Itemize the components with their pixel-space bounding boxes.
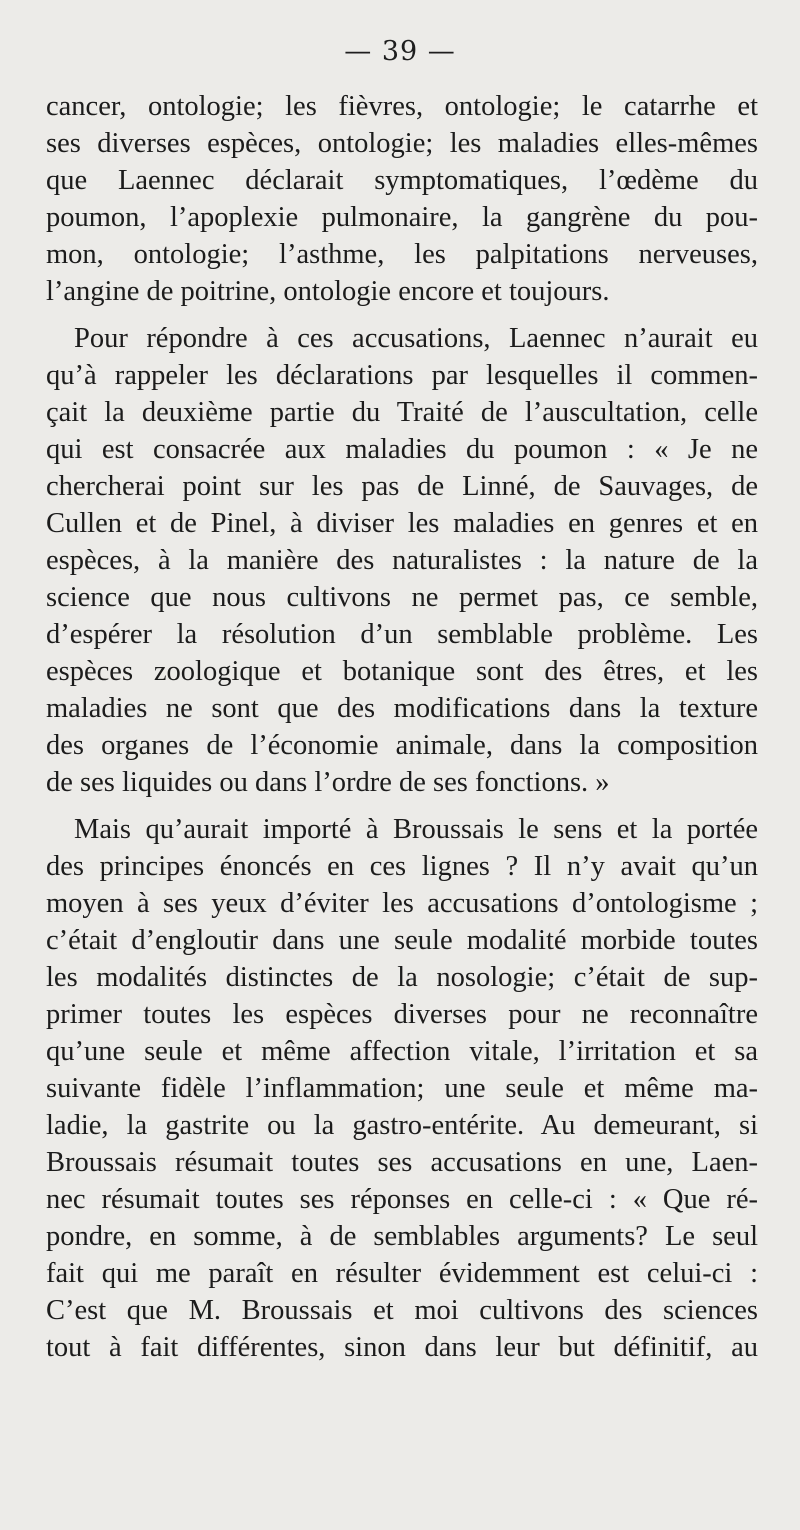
text-line: Mais qu’aurait importé à Broussais le sens et la portée	[74, 814, 758, 845]
text-line: chercherai point sur les pas de Linné, de Sauvages, de	[46, 471, 758, 502]
text-line: ladie, la gastrite ou la gastro-entérite. Au demeurant, si	[46, 1110, 758, 1141]
text-line: cancer, ontologie; les fièvres, ontologie; le catarrhe et	[46, 91, 758, 122]
text-line: c’était d’engloutir dans une seule modalité morbide toutes	[46, 925, 758, 956]
text-line: des organes de l’économie animale, dans la composition	[46, 730, 758, 761]
text-line: d’espérer la résolution d’un semblable problème. Les	[46, 619, 758, 650]
text-line: espèces zoologique et botanique sont des êtres, et les	[46, 656, 758, 687]
body-text	[46, 88, 758, 1366]
text-line: Pour répondre à ces accusations, Laennec n’aurait eu	[74, 323, 758, 354]
text-line: Cullen et de Pinel, à diviser les maladies en genres et en	[46, 508, 758, 539]
page-number: — 39 —	[344, 36, 456, 67]
text-line: mon, ontologie; l’asthme, les palpitations nerveuses,	[46, 239, 758, 270]
text-line: poumon, l’apoplexie pulmonaire, la gangrène du pou-	[46, 202, 758, 233]
paragraph-3	[46, 811, 758, 1366]
text-line: qu’une seule et même affection vitale, l’irritation et sa	[46, 1036, 758, 1067]
text-line: nec résumait toutes ses réponses en celle-ci : « Que ré-	[46, 1184, 758, 1215]
text-line: espèces, à la manière des naturalistes : la nature de la	[46, 545, 758, 576]
text-line: maladies ne sont que des modifications dans la texture	[46, 693, 758, 724]
text-line: moyen à ses yeux d’éviter les accusations d’ontologisme ;	[46, 888, 758, 919]
text-line: C’est que M. Broussais et moi cultivons des sciences	[46, 1295, 758, 1326]
text-line: ses diverses espèces, ontologie; les maladies elles-mêmes	[46, 128, 758, 159]
text-line: qui est consacrée aux maladies du poumon : « Je ne	[46, 434, 758, 465]
text-line: de ses liquides ou dans l’ordre de ses fonctions. »	[46, 767, 610, 798]
text-line: science que nous cultivons ne permet pas, ce semble,	[46, 582, 758, 613]
paragraph-2	[46, 320, 758, 801]
text-line: l’angine de poitrine, ontologie encore et toujours.	[46, 276, 610, 307]
text-line: qu’à rappeler les déclarations par lesquelles il commen-	[46, 360, 758, 391]
text-line: suivante fidèle l’inflammation; une seule et même ma-	[46, 1073, 758, 1104]
text-line: les modalités distinctes de la nosologie; c’était de sup-	[46, 962, 758, 993]
text-line: primer toutes les espèces diverses pour ne reconnaître	[46, 999, 758, 1030]
paragraph-1	[46, 88, 758, 310]
text-line: fait qui me paraît en résulter évidemment est celui-ci :	[46, 1258, 758, 1289]
text-line: des principes énoncés en ces lignes ? Il n’y avait qu’un	[46, 851, 758, 882]
text-line: çait la deuxième partie du Traité de l’auscultation, celle	[46, 397, 758, 428]
text-line: Broussais résumait toutes ses accusations en une, Laen-	[46, 1147, 758, 1178]
text-line: tout à fait différentes, sinon dans leur but définitif, au	[46, 1332, 758, 1363]
text-line: que Laennec déclarait symptomatiques, l’œdème du	[46, 165, 758, 196]
text-line: pondre, en somme, à de semblables arguments? Le seul	[46, 1221, 758, 1252]
